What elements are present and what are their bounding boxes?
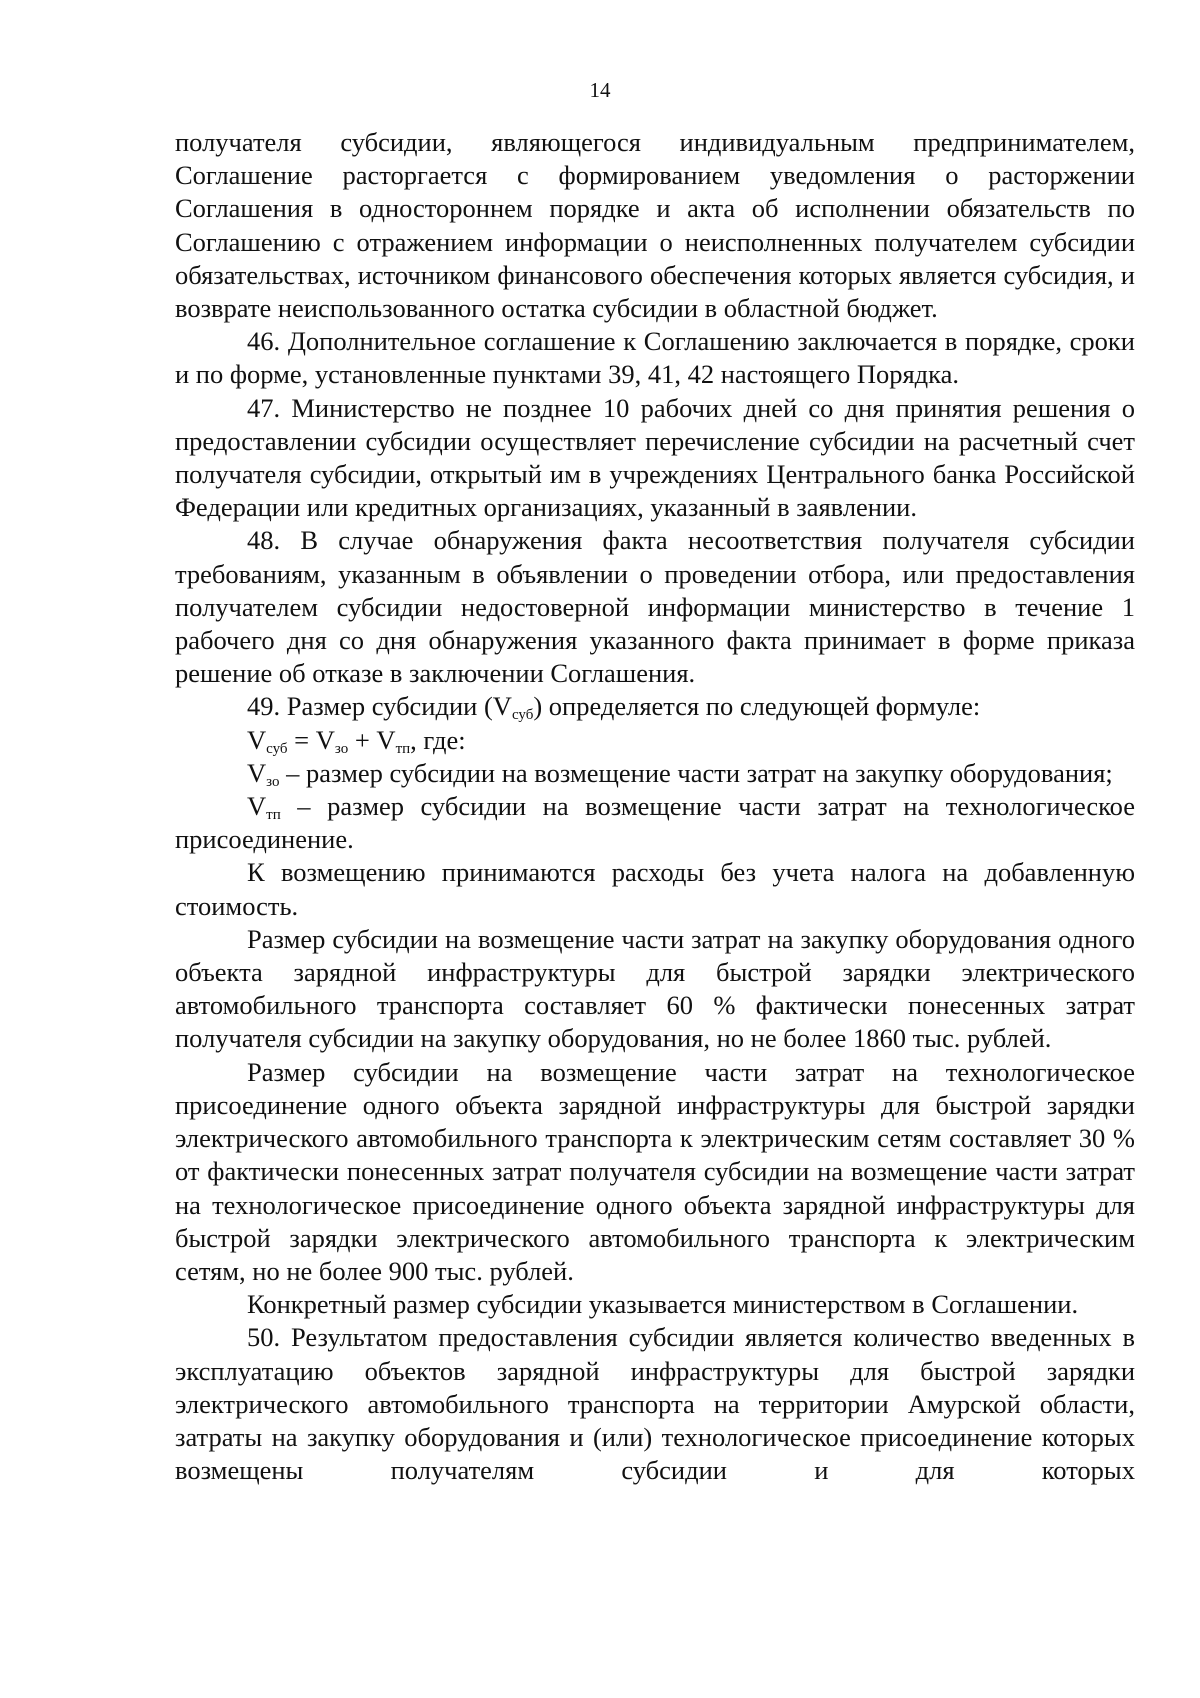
paragraph-46: 46. Дополнительное соглашение к Соглашению заключается в порядке, сроки и по форме, установленные пунктами 39, 41, 42 настоящего Порядка.	[175, 326, 1135, 390]
paragraph-49-lead: 49. Размер субсидии (V	[247, 691, 512, 722]
paragraph-47: 47. Министерство не позднее 10 рабочих дней со дня принятия решения о предоставлении субсидии осуществляет перечисление субсидии на расчетный счет получателя субсидии, открытый им в учреждениях Центрального банка Российской Федерации или кредитных организациях, указанный в заявлении.	[175, 392, 1135, 523]
paragraph-specific-amount: Конкретный размер субсидии указывается министерством в Соглашении.	[247, 1289, 1079, 1320]
definition-equipment	[175, 757, 1135, 790]
subscript-sub: суб	[511, 707, 534, 724]
formula-sub-connection: тп	[395, 740, 411, 757]
paragraph-connection-amount: Размер субсидии на возмещение части затрат на технологическое присоединение одного объекта зарядной инфраструктуры для быстрой зарядки электрического автомобильного транспорта к электрическим сетям составляет 30 % от фактически понесенных затрат получателя субсидии на возмещение части затрат на технологическое присоединение одного объекта зарядной инфраструктуры для быстрой зарядки электрического автомобильного транспорта к электрическим сетям, но не более 900 тыс. рублей.	[175, 1056, 1135, 1286]
definition-equipment-v: V	[247, 757, 267, 788]
definition-connection	[175, 790, 1135, 856]
paragraph-49-tail: ) определяется по следующей формуле:	[533, 691, 981, 722]
formula-sub-equipment: зо	[334, 740, 349, 757]
document-body	[175, 126, 1135, 1487]
definition-equipment-sub: зо	[266, 773, 280, 790]
definition-connection-sub: тп	[266, 807, 281, 824]
paragraph-equipment-amount: Размер субсидии на возмещение части затрат на закупку оборудования одного объекта зарядной инфраструктуры для быстрой зарядки электрического автомобильного транспорта составляет 60 % фактически понесенных затрат получателя субсидии на закупку оборудования, но не более 1860 тыс. рублей.	[175, 923, 1135, 1054]
page-number: 14	[589, 78, 611, 102]
formula-plus: + V	[348, 724, 396, 755]
paragraph-vat: К возмещению принимаются расходы без учета налога на добавленную стоимость.	[175, 857, 1135, 921]
paragraph-48: 48. В случае обнаружения факта несоответствия получателя субсидии требованиям, указанным в объявлении о проведении отбора, или предоставления получателем субсидии недостоверной информации министерство в течение 1 рабочего дня со дня обнаружения указанного факта принимает в форме приказа решение об отказе в заключении Соглашения.	[175, 525, 1135, 689]
formula-line	[175, 724, 1135, 757]
formula-equals: = V	[287, 724, 335, 755]
formula-v-total: V	[247, 724, 267, 755]
formula-sub-total: суб	[266, 740, 288, 757]
definition-connection-v: V	[247, 791, 267, 822]
definition-equipment-text: – размер субсидии на возмещение части затрат на закупку оборудования;	[279, 757, 1113, 788]
formula-where: , где:	[410, 724, 466, 755]
paragraph-49	[175, 690, 1135, 723]
definition-connection-text: – размер субсидии на возмещение части затрат на технологическое присоединение.	[175, 791, 1135, 855]
paragraph-continuation: получателя субсидии, являющегося индивидуальным предпринимателем, Соглашение расторгается с формированием уведомления о расторжении Соглашения в одностороннем порядке и акта об исполнении обязательств по Соглашению с отражением информации о неисполненных получателем субсидии обязательствах, источником финансового обеспечения которых является субсидия, и возврате неиспользованного остатка субсидии в областной бюджет.	[175, 127, 1135, 324]
paragraph-50: 50. Результатом предоставления субсидии является количество введенных в эксплуатацию объектов зарядной инфраструктуры для быстрой зарядки электрического автомобильного транспорта на территории Амурской области, затраты на закупку оборудования и (или) технологическое присоединение которых возмещены получателям субсидии и для которых	[175, 1322, 1135, 1486]
